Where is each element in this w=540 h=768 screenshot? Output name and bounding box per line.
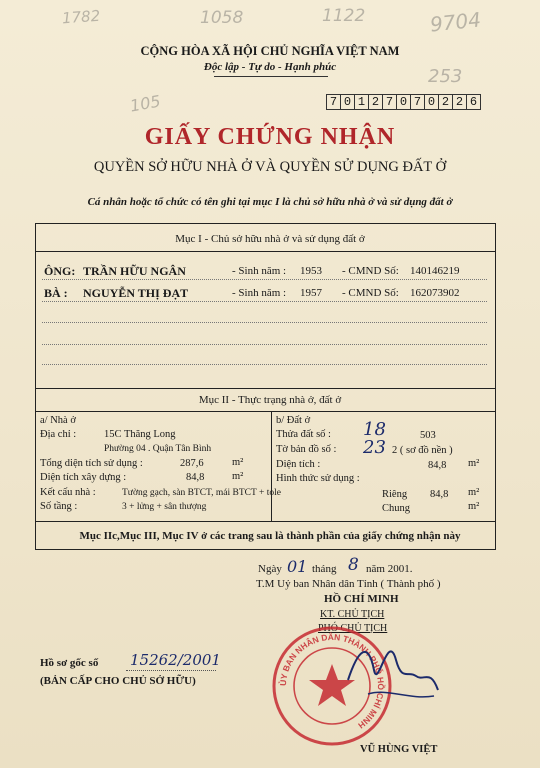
section2-heading: Mục II - Thực trạng nhà ở, đất ở (198, 394, 342, 406)
handwritten-signature (338, 610, 448, 722)
certificate-subtitle: QUYỀN SỞ HỮU NHÀ Ở VÀ QUYỀN SỬ DỤNG ĐẤT Ở (93, 159, 447, 175)
build-area-unit: m² (232, 471, 244, 482)
section2-bottom-divider (35, 521, 496, 522)
total-area-value: 287,6 (180, 458, 204, 469)
date-month: 8 (348, 555, 359, 575)
pencil-mark-1: 1782 (61, 6, 101, 28)
address-line2: Phường 04 . Quận Tân Bình (104, 444, 212, 454)
seal-text: ỦY BAN NHÂN DÂN THÀNH PHỐ HỒ CHÍ MINH (277, 631, 387, 731)
owner2-id-label: - CMND Số: (342, 287, 399, 299)
floors-label: Số tầng : (40, 501, 78, 512)
dotted-line (42, 344, 487, 345)
land-title: b/ Đất ở (276, 415, 311, 426)
record-label: Hồ sơ gốc số (40, 657, 99, 669)
land-area-value: 84,8 (428, 460, 447, 471)
serial-digit: 7 (383, 95, 397, 109)
owner1-id: 140146219 (410, 265, 460, 277)
address-line1: 15C Thăng Long (104, 429, 176, 440)
land-area-unit: m² (468, 458, 480, 469)
owner2-birth: 1957 (300, 287, 322, 299)
copy-note: (BẢN CẤP CHO CHỦ SỞ HỮU) (40, 675, 196, 687)
footer-note: Mục IIc,Mục III, Mục IV ở các trang sau là thành phần của giấy chứng nhận này (79, 530, 461, 542)
dotted-line (42, 322, 487, 323)
pencil-mark-4: 9704 (428, 7, 483, 37)
section2-top-divider (35, 388, 496, 389)
owner2-prefix: BÀ : (44, 286, 68, 300)
total-area-unit: m² (232, 457, 244, 468)
date-year: năm 2001. (366, 563, 413, 575)
land-area-label: Diện tích : (276, 459, 321, 470)
serial-digit: 0 (397, 95, 411, 109)
serial-digit: 7 (411, 95, 425, 109)
plot-label: Thửa đất số : (276, 429, 331, 440)
dotted-line (42, 364, 487, 365)
nation-title: CỘNG HÒA XÃ HỘI CHỦ NGHĨA VIỆT NAM (140, 44, 400, 58)
serial-number (326, 94, 481, 110)
build-area-value: 84,8 (186, 472, 205, 483)
structure-label: Kết cấu nhà : (40, 487, 96, 498)
serial-digit: 0 (425, 95, 439, 109)
map-handwritten: 23 (363, 437, 386, 458)
owner2-birth-label: - Sinh năm : (232, 287, 287, 299)
owner1-id-label: - CMND Số: (342, 265, 399, 277)
record-number: 15262/2001 (130, 651, 221, 669)
section2-divider (35, 411, 496, 412)
record-underline (126, 670, 216, 671)
section1-divider (35, 251, 496, 252)
owner1-name: TRẦN HỮU NGÂN (83, 264, 186, 278)
owner2-name: NGUYỄN THỊ ĐẠT (83, 286, 189, 300)
date-day: 01 (287, 557, 308, 576)
serial-digit: 1 (355, 95, 369, 109)
motto-underline (214, 76, 328, 77)
serial-digit: 6 (467, 95, 481, 109)
total-area-label: Tổng diện tích sử dụng : (40, 458, 143, 469)
owner1-birth-label: - Sinh năm : (232, 265, 287, 277)
owner2-id: 162073902 (410, 287, 460, 299)
signer-name: VŨ HÙNG VIỆT (360, 744, 438, 755)
build-area-label: Diện tích xây dựng : (40, 472, 127, 483)
serial-digit: 2 (439, 95, 453, 109)
section1-heading: Mục I - Chủ sở hữu nhà ở và sử dụng đất ở (175, 233, 365, 245)
owner1-prefix: ÔNG: (44, 264, 76, 278)
role-line1: KT. CHỦ TỊCH (320, 609, 385, 620)
role-line2: PHÓ CHỦ TỊCH (318, 623, 388, 634)
land-use-label: Hình thức sử dụng : (276, 473, 360, 484)
pencil-mark-6: 105 (128, 91, 162, 116)
date-thang: tháng (312, 563, 337, 575)
pencil-mark-5: 253 (428, 66, 463, 87)
shared-unit: m² (468, 501, 480, 512)
nation-motto: Độc lập - Tự do - Hạnh phúc (203, 61, 337, 73)
serial-digit: 7 (327, 95, 341, 109)
date-ngay: Ngày (258, 563, 282, 575)
structure-value: Tường gạch, sàn BTCT, mái BTCT + tole (122, 488, 281, 498)
dotted-line (42, 301, 487, 302)
shared-label: Chung (382, 503, 411, 514)
serial-digit: 2 (369, 95, 383, 109)
dotted-line (42, 279, 487, 280)
pencil-mark-3: 1122 (322, 6, 366, 26)
private-value: 84,8 (430, 489, 449, 500)
address-label: Địa chỉ : (40, 429, 77, 440)
floors-value: 3 + lửng + sân thượng (122, 502, 207, 512)
serial-digit: 2 (453, 95, 467, 109)
section2-column-divider (271, 411, 272, 521)
map-label: Tờ bản đồ số : (276, 444, 337, 455)
authority-line2: HỒ CHÍ MINH (324, 593, 399, 605)
plot-value: 503 (420, 430, 436, 441)
certificate-title: GIẤY CHỨNG NHẬN (144, 124, 396, 150)
private-label: Riêng (382, 489, 408, 500)
pencil-mark-2: 1058 (200, 8, 244, 28)
plot-handwritten: 18 (363, 419, 386, 440)
serial-digit: 0 (341, 95, 355, 109)
owner1-birth: 1953 (300, 265, 322, 277)
certificate-intro: Cá nhân hoặc tổ chức có tên ghi tại mục I là chủ sở hữu nhà ở và sử dụng đất ở (87, 196, 453, 208)
private-unit: m² (468, 487, 480, 498)
house-title: a/ Nhà ở (40, 415, 76, 426)
authority-line1: T.M Uỷ ban Nhân dân Tỉnh ( Thành phố ) (256, 578, 441, 590)
map-value: 2 ( sơ đồ nền ) (392, 445, 453, 456)
